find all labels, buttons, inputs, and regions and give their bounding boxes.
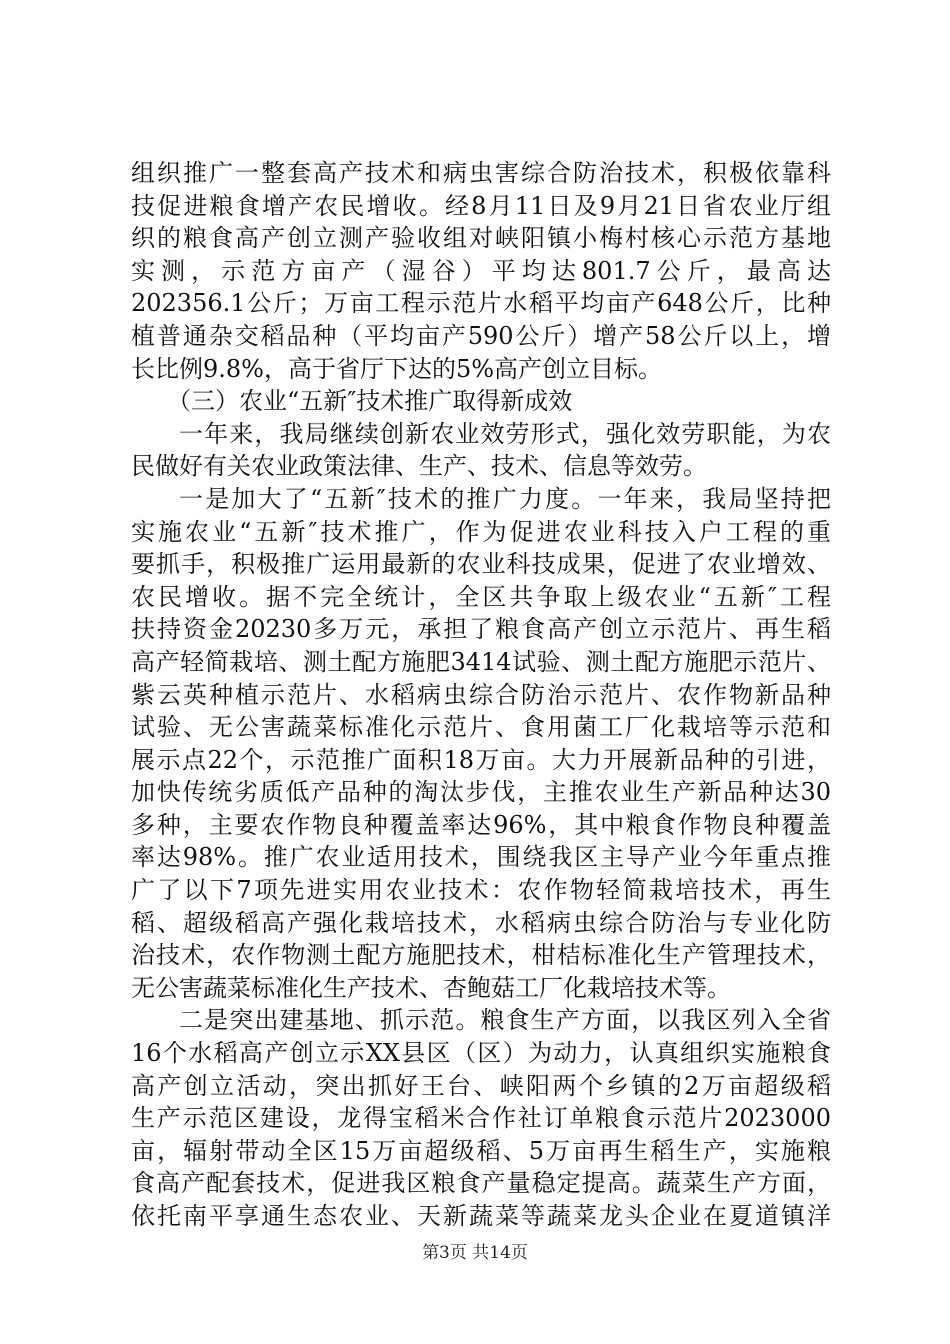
- text-line: 率达98%。推广农业适用技术，围绕我区主导产业今年重点推: [131, 843, 831, 872]
- text-line: 16个水稻高产创立示XX县区（区）为动力，认真组织实施粮食: [131, 1039, 831, 1068]
- text-line: 202356.1公斤；万亩工程示范片水稻平均亩产648公斤，比种: [131, 289, 831, 318]
- text-line: 展示点22个，示范推广面积18万亩。大力开展新品种的引进，: [131, 745, 831, 774]
- text-line: 民做好有关农业政策法律、生产、技术、信息等效劳。: [131, 452, 707, 481]
- text-line: 植普通杂交稻品种（平均亩产590公斤）增产58公斤以上，增: [131, 321, 831, 350]
- text-line: 无公害蔬菜标准化生产技术、杏鲍菇工厂化栽培技术等。: [131, 973, 731, 1002]
- text-line: 治技术，农作物测土配方施肥技术，柑桔标准化生产管理技术，: [131, 941, 831, 970]
- text-line: 高产创立活动，突出抓好王台、峡阳两个乡镇的2万亩超级稻: [131, 1071, 831, 1100]
- text-line: 组织推广一整套高产技术和病虫害综合防治技术，积极依靠科: [131, 159, 831, 187]
- text-line: 一是加大了“五新″技术的推广力度。一年来，我局坚持把: [179, 484, 831, 513]
- text-line: 广了以下7项先进实用农业技术：农作物轻简栽培技术，再生: [131, 876, 831, 905]
- body-text: [131, 157, 831, 1233]
- text-line: 亩，辐射带动全区15万亩超级稻、5万亩再生稻生产，实施粮: [131, 1136, 831, 1165]
- text-line: 实测，示范方亩产（湿谷）平均达801.7公斤，最高达: [131, 256, 831, 285]
- text-line: 食高产配套技术，促进我区粮食产量稳定提高。蔬菜生产方面，: [131, 1169, 831, 1198]
- text-line: 生产示范区建设，龙得宝稻米合作社订单粮食示范片2023000: [131, 1104, 831, 1133]
- section-heading: （三）农业“五新″技术推广取得新成效: [167, 387, 573, 416]
- text-line: 依托南平享通生态农业、天新蔬菜等蔬菜龙头企业在夏道镇洋: [131, 1202, 831, 1230]
- text-line: 紫云英种植示范片、水稻病虫综合防治示范片、农作物新品种: [131, 680, 831, 709]
- text-line: 实施农业“五新″技术推广，作为促进农业科技入户工程的重: [131, 517, 831, 546]
- text-line: 二是突出建基地、抓示范。粮食生产方面，以我区列入全省: [179, 1006, 831, 1035]
- text-line: 一年来，我局继续创新农业效劳形式，强化效劳职能，为农: [179, 419, 831, 448]
- text-line: 扶持资金20230多万元，承担了粮食高产创立示范片、再生稻: [131, 615, 831, 644]
- text-line: 多种，主要农作物良种覆盖率达96%，其中粮食作物良种覆盖: [131, 810, 831, 839]
- text-line: 技促进粮食增产农民增收。经8月11日及9月21日省农业厅组: [131, 191, 831, 220]
- text-line: 稻、超级稻高产强化栽培技术，水稻病虫综合防治与专业化防: [131, 908, 831, 937]
- text-line: 长比例9.8%，高于省厅下达的5%高产创立目标。: [131, 354, 663, 383]
- text-line: 要抓手，积极推广运用最新的农业科技成果，促进了农业增效、: [131, 550, 831, 579]
- page-footer: 第3页 共14页: [422, 1243, 528, 1263]
- text-line: 加快传统劣质低产品种的淘汰步伐，主推农业生产新品种达30: [131, 778, 831, 807]
- text-line: 试验、无公害蔬菜标准化示范片、食用菌工厂化栽培等示范和: [131, 713, 831, 742]
- text-line: 农民增收。据不完全统计，全区共争取上级农业“五新″工程: [131, 582, 831, 611]
- text-line: 高产轻简栽培、测土配方施肥3414试验、测土配方施肥示范片、: [131, 647, 831, 676]
- text-line: 织的粮食高产创立测产验收组对峡阳镇小梅村核心示范方基地: [131, 224, 831, 253]
